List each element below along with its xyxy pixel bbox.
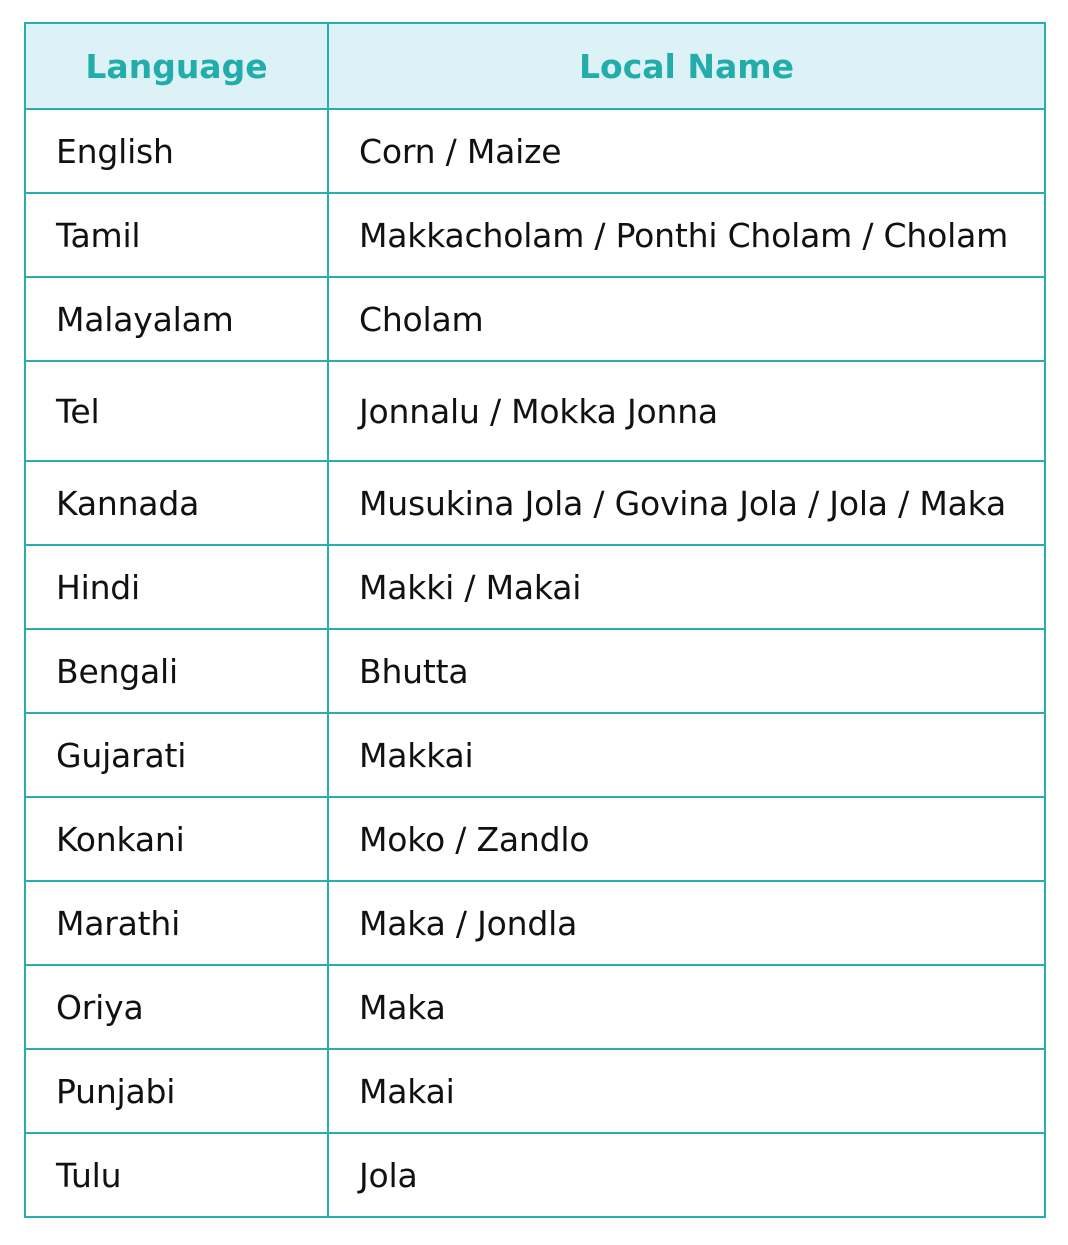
language-cell: Punjabi — [25, 1049, 328, 1133]
table-row — [25, 1133, 1045, 1217]
header-local-name: Local Name — [328, 23, 1045, 109]
language-cell: Hindi — [25, 545, 328, 629]
table-row — [25, 713, 1045, 797]
local-name-cell: Moko / Zandlo — [328, 797, 1045, 881]
language-cell: Kannada — [25, 461, 328, 545]
local-name-cell: Makkacholam / Ponthi Cholam / Cholam — [328, 193, 1045, 277]
language-cell: Konkani — [25, 797, 328, 881]
table-row — [25, 797, 1045, 881]
language-cell: Tamil — [25, 193, 328, 277]
table-row — [25, 193, 1045, 277]
local-name-cell: Makai — [328, 1049, 1045, 1133]
language-cell: English — [25, 109, 328, 193]
local-name-cell: Jonnalu / Mokka Jonna — [328, 361, 1045, 461]
table-row — [25, 629, 1045, 713]
local-name-cell: Makkai — [328, 713, 1045, 797]
language-cell: Marathi — [25, 881, 328, 965]
table-row — [25, 461, 1045, 545]
local-name-cell: Makki / Makai — [328, 545, 1045, 629]
table-row — [25, 1049, 1045, 1133]
table-row — [25, 881, 1045, 965]
table-row — [25, 277, 1045, 361]
header-language: Language — [25, 23, 328, 109]
table-header-row — [25, 23, 1045, 109]
local-name-cell: Maka / Jondla — [328, 881, 1045, 965]
local-name-cell: Bhutta — [328, 629, 1045, 713]
local-name-cell: Jola — [328, 1133, 1045, 1217]
local-name-cell: Cholam — [328, 277, 1045, 361]
local-names-table — [24, 22, 1046, 1218]
table-row — [25, 361, 1045, 461]
language-cell: Malayalam — [25, 277, 328, 361]
local-name-cell: Maka — [328, 965, 1045, 1049]
local-name-cell: Musukina Jola / Govina Jola / Jola / Maka — [328, 461, 1045, 545]
language-cell: Tel — [25, 361, 328, 461]
table-row — [25, 545, 1045, 629]
table-row — [25, 109, 1045, 193]
language-cell: Oriya — [25, 965, 328, 1049]
language-cell: Bengali — [25, 629, 328, 713]
table-row — [25, 965, 1045, 1049]
local-name-cell: Corn / Maize — [328, 109, 1045, 193]
language-cell: Gujarati — [25, 713, 328, 797]
language-cell: Tulu — [25, 1133, 328, 1217]
